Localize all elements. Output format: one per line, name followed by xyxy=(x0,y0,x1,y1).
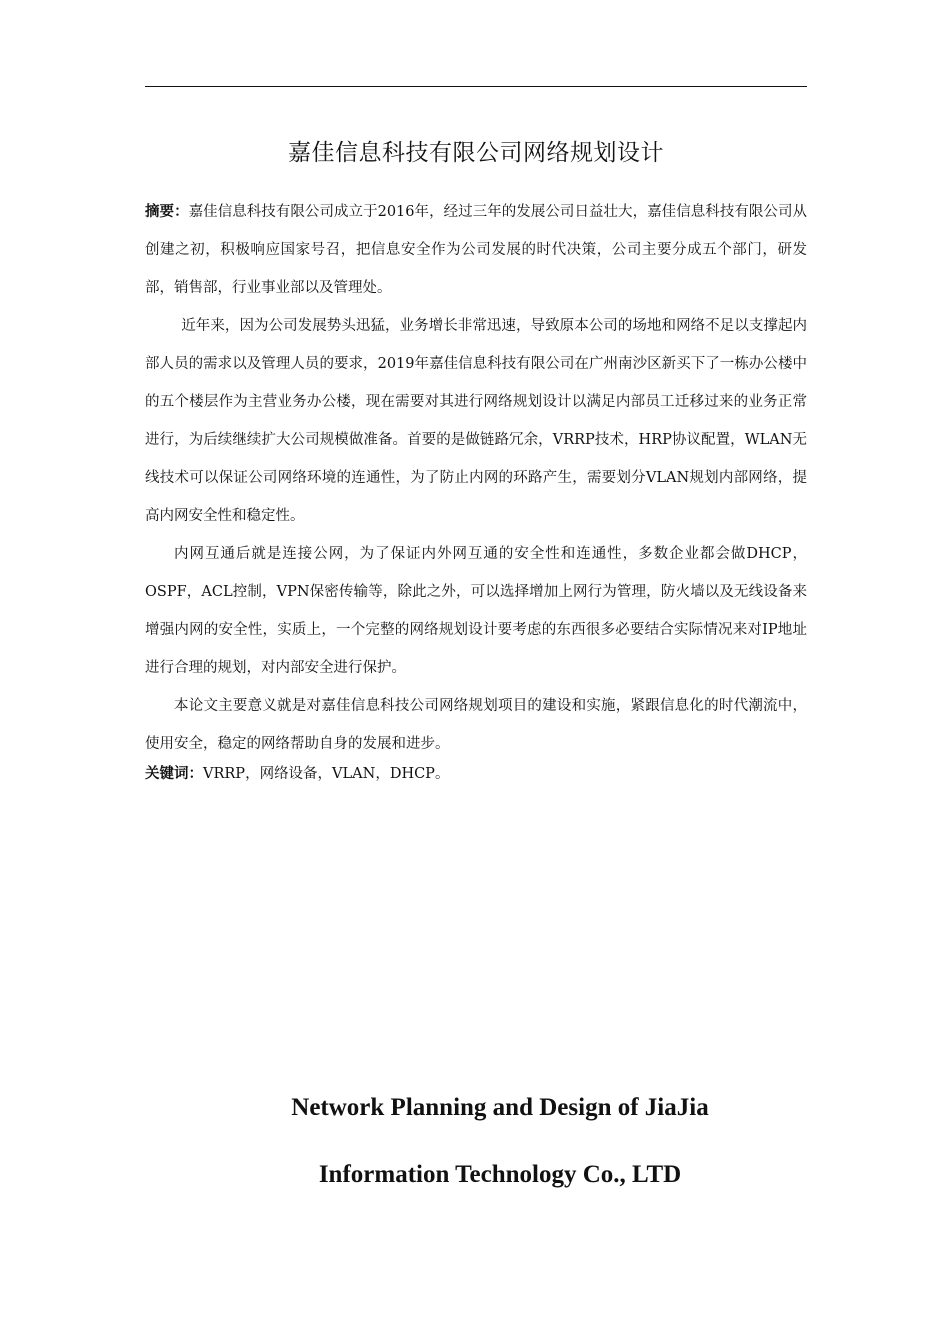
abstract-paragraph-4: 本论文主要意义就是对嘉佳信息科技公司网络规划项目的建设和实施，紧跟信息化的时代潮流中，使用安全，稳定的网络帮助自身的发展和进步。 xyxy=(145,698,807,752)
keywords-line xyxy=(145,759,807,789)
abstract-paragraph-1 xyxy=(145,193,807,307)
abstract-section xyxy=(145,193,807,789)
english-title xyxy=(145,1088,855,1222)
english-title-line-1: Network Planning and Design of JiaJia xyxy=(291,1094,709,1121)
english-title-line-2: Information Technology Co., LTD xyxy=(318,1161,682,1188)
abstract-paragraph-2: 近年来，因为公司发展势头迅猛，业务增长非常迅速，导致原本公司的场地和网络不足以支撑起内部人员的需求以及管理人员的要求，2019年嘉佳信息科技有限公司在广州南沙区新买下了一栋办公楼中的五个楼层作为主营业务办公楼，现在需要对其进行网络规划设计以满足内部员工迁移过来的业务正常进行，为后续继续扩大公司规模做准备。首要的是做链路冗余，VRRP技术，HRP协议配置，WLAN无线技术可以保证公司网络环境的连通性，为了防止内网的环路产生，需要划分VLAN规划内部网络，提高内网安全性和稳定性。 xyxy=(145,318,807,524)
header-rule xyxy=(145,86,807,87)
abstract-paragraph-3: 内网互通后就是连接公网，为了保证内外网互通的安全性和连通性，多数企业都会做DHCP，OSPF，ACL控制，VPN保密传输等，除此之外，可以选择增加上网行为管理，防火墙以及无线设备来增强内网的安全性，实质上，一个完整的网络规划设计要考虑的东西很多必要结合实际情况来对IP地址进行合理的规划，对内部安全进行保护。 xyxy=(145,546,807,676)
abstract-text-1: 嘉佳信息科技有限公司成立于2016年，经过三年的发展公司日益壮大，嘉佳信息科技有限公司从创建之初，积极响应国家号召，把信息安全作为公司发展的时代决策，公司主要分成五个部门，研发部，销售部，行业事业部以及管理处。 xyxy=(145,204,808,296)
keywords-text: VRRP，网络设备，VLAN，DHCP。 xyxy=(203,766,450,782)
abstract-label: 摘要： xyxy=(145,204,189,220)
keywords-label: 关键词： xyxy=(145,766,203,782)
chinese-title: 嘉佳信息科技有限公司网络规划设计 xyxy=(288,140,664,166)
